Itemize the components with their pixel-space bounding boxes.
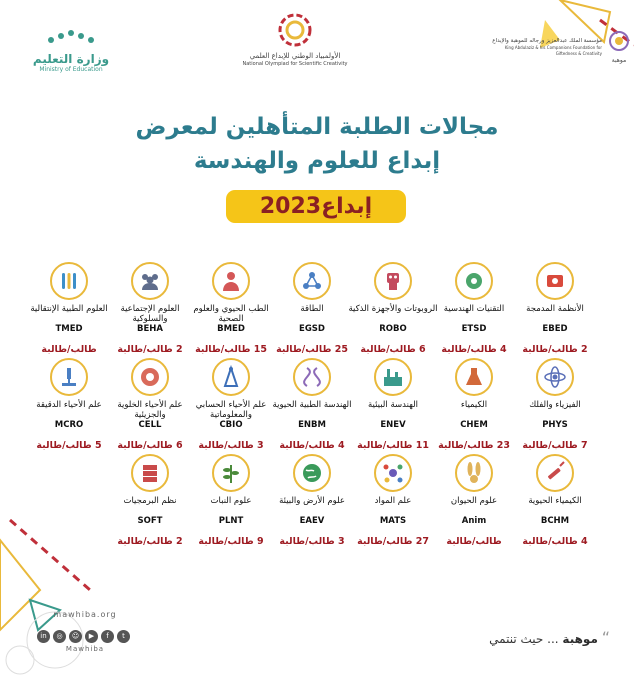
- field-icon-circle: [374, 454, 412, 492]
- data-tower-icon: [217, 363, 245, 391]
- field-code: CBIO: [219, 420, 243, 430]
- field-count: 4 طالب/طالبة: [522, 536, 588, 547]
- field-icon-circle: [50, 358, 88, 396]
- field-count: 6 طالب/طالبة: [117, 440, 183, 451]
- cell-icon: [136, 363, 164, 391]
- field-icon-circle: [212, 454, 250, 492]
- youtube-icon[interactable]: ▶: [85, 630, 98, 643]
- field-icon-circle: [536, 358, 574, 396]
- field-code: MCRO: [54, 420, 84, 430]
- embedded-systems-icon: [541, 267, 569, 295]
- field-count: 2 طالب/طالبة: [117, 344, 183, 355]
- field-icon-circle: [293, 454, 331, 492]
- field-item-soft: [102, 454, 198, 547]
- field-icon-circle: [131, 358, 169, 396]
- field-name: الطاقة: [300, 304, 324, 314]
- field-icon-circle: [212, 262, 250, 300]
- field-icon-circle: [131, 262, 169, 300]
- server-icon: [136, 459, 164, 487]
- field-name: الفيزياء والفلك: [529, 400, 581, 410]
- globe-icon: [298, 459, 326, 487]
- field-count: 3 طالب/طالبة: [279, 536, 345, 547]
- field-code: PHYS: [542, 420, 568, 430]
- field-icon-circle: [293, 262, 331, 300]
- field-code: BMED: [217, 324, 245, 334]
- atom-icon: [541, 363, 569, 391]
- mawhiba-logo-icon: [608, 30, 630, 52]
- field-code: CELL: [138, 420, 162, 430]
- field-count: 25 طالب/طالبة: [276, 344, 348, 355]
- field-count: 3 طالب/طالبة: [198, 440, 264, 451]
- field-icon-circle: [212, 358, 250, 396]
- syringe-icon: [541, 459, 569, 487]
- moe-name-ar: وزارة التعليم: [32, 52, 110, 66]
- field-count: 9 طالب/طالبة: [198, 536, 264, 547]
- slogan-rest: ... حيث تنتمي: [489, 632, 559, 646]
- olympiad-logo-icon: [277, 12, 313, 48]
- field-icon-circle: [293, 358, 331, 396]
- field-icon-circle: [455, 358, 493, 396]
- instagram-icon[interactable]: ◎: [53, 630, 66, 643]
- field-code: PLNT: [218, 516, 244, 526]
- field-name: الهندسة الطبية الحيوية: [272, 400, 352, 410]
- field-code: EGSD: [299, 324, 325, 334]
- energy-icon: [298, 267, 326, 295]
- field-count: 4 طالب/طالبة: [441, 344, 507, 355]
- field-count: 4 طالب/طالبة: [279, 440, 345, 451]
- field-count: 2 طالب/طالبة: [522, 344, 588, 355]
- field-code: ROBO: [379, 324, 407, 334]
- field-name: نظم البرمجيات: [123, 496, 177, 506]
- field-code: MATS: [379, 516, 407, 526]
- olympiad-name-ar: الأولمبياد الوطني للإبداع العلمي: [249, 52, 341, 60]
- field-icon-circle: [536, 262, 574, 300]
- slogan-quote: “: [601, 628, 610, 647]
- field-name: علوم الحيوان: [450, 496, 498, 506]
- linkedin-icon[interactable]: in: [37, 630, 50, 643]
- field-count: 15 طالب/طالبة: [195, 344, 267, 355]
- factory-icon: [379, 363, 407, 391]
- field-name: العلوم الطبية الإنتقالية: [30, 304, 108, 314]
- field-icon-circle: [455, 454, 493, 492]
- mawhiba-logo: [460, 30, 630, 65]
- field-name: الروبوتات والأجهزة الذكية: [348, 304, 438, 314]
- field-code: TMED: [55, 324, 83, 334]
- field-name: علم الأحياء الدقيقة: [36, 400, 102, 410]
- field-code: SOFT: [137, 516, 163, 526]
- footer-brand: Mawhiba: [65, 645, 105, 653]
- field-icon-circle: [536, 454, 574, 492]
- field-name: العلوم الإجتماعية والسلوكية: [120, 304, 180, 324]
- field-name: علم المواد: [374, 496, 412, 506]
- field-code: EAEV: [299, 516, 325, 526]
- field-name: التقنيات الهندسية: [443, 304, 505, 314]
- people-icon: [136, 267, 164, 295]
- field-code: BCHM: [540, 516, 570, 526]
- doctor-icon: [217, 267, 245, 295]
- page-title-line2: إبداع للعلوم والهندسة: [193, 148, 441, 174]
- field-code: ETSD: [461, 324, 487, 334]
- field-count: 23 طالب/طالبة: [438, 440, 510, 451]
- field-name: علم الأحياء الخلوية والجزيئية: [117, 400, 183, 420]
- field-icon-circle: [374, 358, 412, 396]
- field-icon-circle: [455, 262, 493, 300]
- field-code: EBED: [542, 324, 568, 334]
- facebook-icon[interactable]: f: [101, 630, 114, 643]
- field-name: علم الأحياء الحسابي والمعلوماتية: [195, 400, 267, 420]
- footer-url: mawhiba.org: [53, 610, 117, 619]
- field-count: 2 طالب/طالبة: [117, 536, 183, 547]
- field-count: 7 طالب/طالبة: [522, 440, 588, 451]
- olympiad-logo: [240, 12, 350, 68]
- footer-social: [30, 610, 140, 653]
- robot-icon: [379, 267, 407, 295]
- moe-name-en: Ministry of Education: [39, 66, 103, 73]
- page-title-line1: مجالات الطلبة المتأهلين لمعرض: [135, 114, 499, 140]
- rabbit-icon: [460, 459, 488, 487]
- slogan-brand: موهبة: [562, 632, 598, 646]
- field-item-mcro: [21, 358, 117, 451]
- footer-slogan: [460, 628, 610, 647]
- olympiad-name-en: National Olympiad for Scientific Creativity: [242, 61, 348, 67]
- field-name: الكيمياء: [460, 400, 488, 410]
- field-count: 6 طالب/طالبة: [360, 344, 426, 355]
- field-icon-circle: [50, 262, 88, 300]
- field-code: CHEM: [460, 420, 488, 430]
- field-count: 5 طالب/طالبة: [36, 440, 102, 451]
- field-count: 27 طالب/طالبة: [357, 536, 429, 547]
- dna-icon: [298, 363, 326, 391]
- field-code: Anim: [461, 516, 487, 526]
- field-count: 11 طالب/طالبة: [357, 440, 429, 451]
- flask-icon: [460, 363, 488, 391]
- mawhiba-name-en: King Abdulaziz & his Companions Foundation for Giftedness & Creativity: [504, 45, 602, 56]
- field-code: ENEV: [380, 420, 406, 430]
- field-code: BEHA: [137, 324, 163, 334]
- mawhiba-small-label: موهبة: [611, 57, 627, 64]
- field-name: الكيمياء الحيوية: [528, 496, 582, 506]
- field-name: الطب الحيوي والعلوم الصحية: [193, 304, 269, 324]
- test-tubes-icon: [55, 267, 83, 295]
- field-icon-circle: [131, 454, 169, 492]
- field-name: علوم الأرض والبيئة: [279, 496, 345, 506]
- snapchat-icon[interactable]: ☺: [69, 630, 82, 643]
- plant-icon: [217, 459, 245, 487]
- field-item-tmed: [21, 262, 117, 355]
- field-count: طالب/طالبة: [446, 536, 502, 547]
- field-name: الأنظمة المدمجة: [526, 304, 584, 314]
- year-badge: إبداع2023: [226, 190, 406, 223]
- twitter-icon[interactable]: t: [117, 630, 130, 643]
- field-code: ENBM: [298, 420, 326, 430]
- gears-icon: [460, 267, 488, 295]
- field-name: الهندسة البيئية: [367, 400, 419, 410]
- field-count: طالب/طالبة: [41, 344, 97, 355]
- molecule-icon: [379, 459, 407, 487]
- field-icon-circle: [374, 262, 412, 300]
- mawhiba-name-ar: مؤسسة الملك عبدالعزيز ورجاله للموهبة والإبداع: [492, 38, 602, 44]
- moe-logo-icon: [41, 28, 101, 48]
- moe-logo: [26, 28, 116, 73]
- field-name: علوم النبات: [210, 496, 252, 506]
- microscope-icon: [55, 363, 83, 391]
